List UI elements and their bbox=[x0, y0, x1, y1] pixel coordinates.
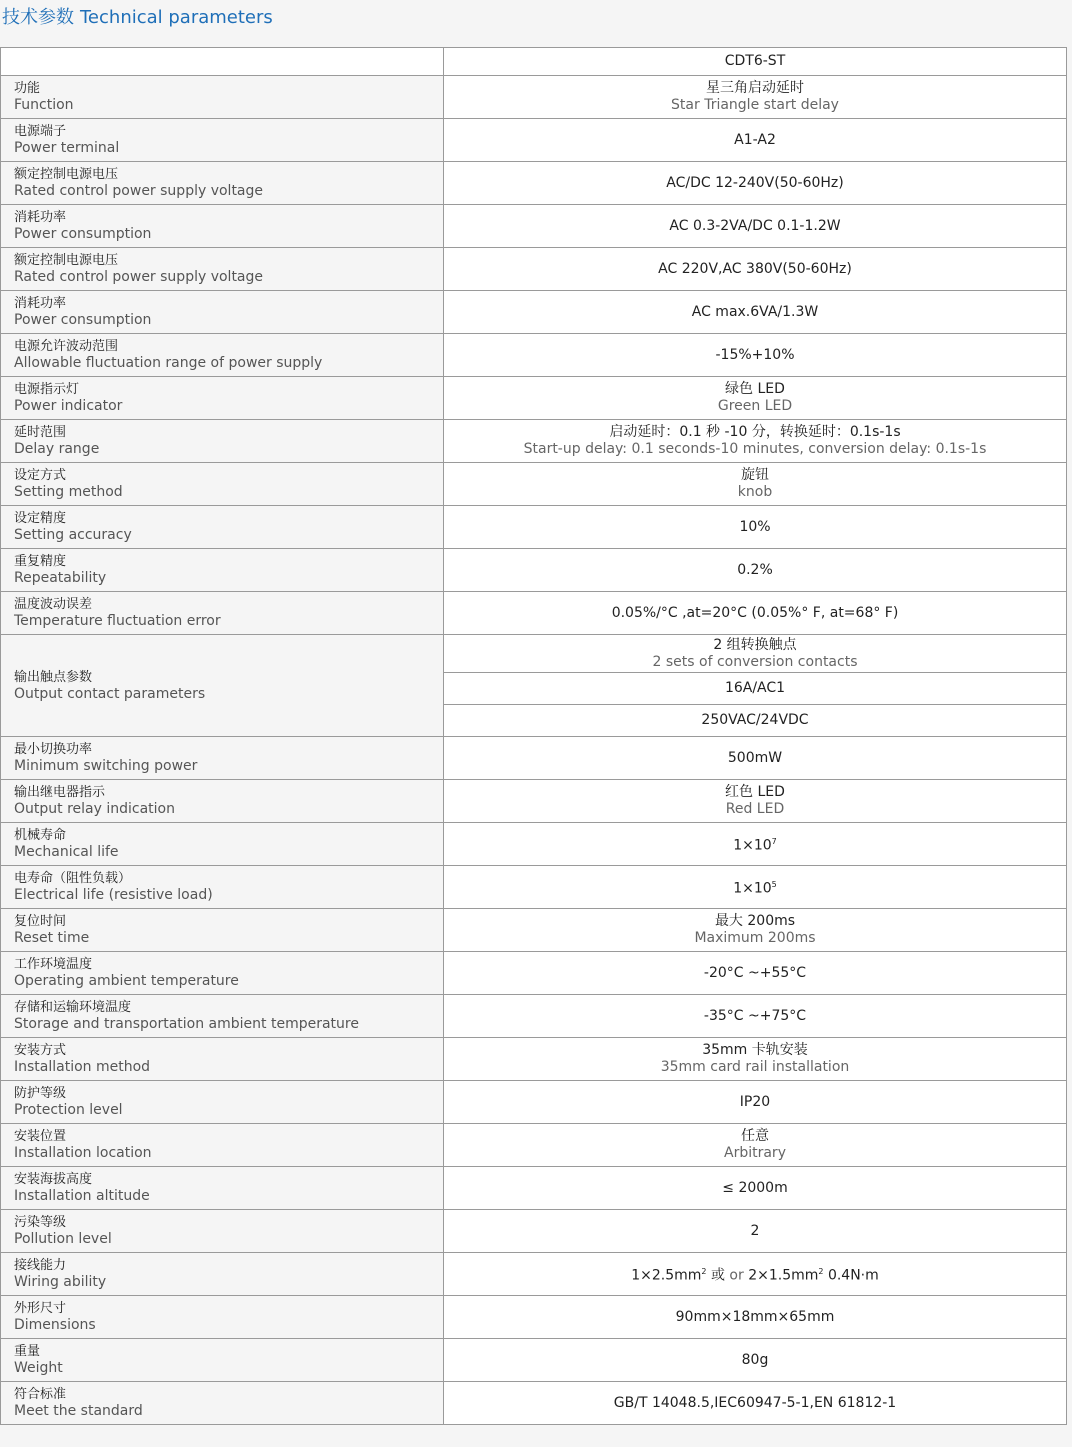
param-zh: 污染等级 bbox=[14, 1215, 67, 1230]
value-text: 90mm×18mm×65mm bbox=[675, 1308, 835, 1325]
param-value bbox=[444, 549, 1067, 592]
param-en: Installation altitude bbox=[14, 1188, 150, 1204]
value-text: 任意 bbox=[741, 1128, 769, 1144]
wiring-torque: 0.4N·m bbox=[827, 1267, 879, 1284]
value-text: ≤ 2000m bbox=[722, 1179, 788, 1196]
param-label bbox=[1, 780, 444, 823]
table-header-row bbox=[1, 48, 1067, 76]
param-en: Electrical life (resistive load) bbox=[14, 887, 213, 903]
value-text: 0.05%/°C ,at=20°C (0.05%° F, at=68° F) bbox=[611, 604, 899, 621]
value-en-text: Green LED bbox=[717, 398, 793, 414]
param-zh: 接线能力 bbox=[14, 1258, 67, 1273]
param-en: Dimensions bbox=[14, 1317, 96, 1333]
param-en: Storage and transportation ambient temperature bbox=[14, 1016, 359, 1032]
param-label bbox=[1, 506, 444, 549]
param-value bbox=[444, 737, 1067, 780]
value-en-text: Red LED bbox=[725, 801, 785, 817]
param-value bbox=[444, 162, 1067, 205]
value-exponent: 7 bbox=[771, 837, 777, 847]
value-en-text: Arbitrary bbox=[724, 1145, 786, 1161]
param-en: Weight bbox=[14, 1360, 63, 1376]
param-zh: 电源允许波动范围 bbox=[14, 339, 119, 354]
table-row bbox=[1, 248, 1067, 291]
wiring-a: 1×2.5mm bbox=[631, 1267, 702, 1284]
param-en: Rated control power supply voltage bbox=[14, 183, 264, 199]
param-label bbox=[1, 909, 444, 952]
table-row bbox=[1, 334, 1067, 377]
param-label bbox=[1, 866, 444, 909]
param-label bbox=[1, 420, 444, 463]
param-en: Allowable fluctuation range of power supply bbox=[14, 355, 323, 371]
table-row bbox=[1, 1038, 1067, 1081]
table-row bbox=[1, 506, 1067, 549]
param-label bbox=[1, 1081, 444, 1124]
wiring-a-exponent: 2 bbox=[701, 1267, 707, 1277]
param-value bbox=[444, 866, 1067, 909]
param-value bbox=[444, 995, 1067, 1038]
table-row bbox=[1, 592, 1067, 635]
param-value bbox=[444, 592, 1067, 635]
value-en-text: Star Triangle start delay bbox=[671, 97, 839, 113]
param-zh: 安装位置 bbox=[14, 1129, 67, 1144]
table-row bbox=[1, 635, 1067, 673]
table-row bbox=[1, 1339, 1067, 1382]
param-label bbox=[1, 995, 444, 1038]
table-row bbox=[1, 205, 1067, 248]
table-row bbox=[1, 866, 1067, 909]
value-text: AC/DC 12-240V(50-60Hz) bbox=[666, 174, 844, 191]
value-text: IP20 bbox=[739, 1093, 771, 1110]
param-value bbox=[444, 1081, 1067, 1124]
param-zh: 输出触点参数 bbox=[14, 669, 93, 685]
param-label bbox=[1, 549, 444, 592]
table-row bbox=[1, 1253, 1067, 1296]
wiring-or-zh: 或 bbox=[710, 1267, 725, 1284]
table-row bbox=[1, 1382, 1067, 1425]
value-text: GB/T 14048.5,IEC60947-5-1,EN 61812-1 bbox=[613, 1394, 897, 1411]
value-text: -20°C ~+55°C bbox=[703, 964, 807, 981]
value-text: A1-A2 bbox=[734, 131, 776, 148]
table-row bbox=[1, 119, 1067, 162]
value-base: 1×10 bbox=[733, 880, 772, 897]
value-text: 0.2% bbox=[737, 561, 773, 578]
param-label bbox=[1, 162, 444, 205]
table-row bbox=[1, 1081, 1067, 1124]
table-row bbox=[1, 952, 1067, 995]
param-en: Minimum switching power bbox=[14, 758, 198, 774]
param-zh: 重量 bbox=[14, 1344, 41, 1359]
model-name: CDT6-ST bbox=[724, 53, 786, 69]
value-text: AC 220V,AC 380V(50-60Hz) bbox=[658, 260, 852, 277]
param-zh: 电源端子 bbox=[14, 124, 67, 139]
param-zh: 额定控制电源电压 bbox=[14, 167, 119, 182]
value-text: AC 0.3-2VA/DC 0.1-1.2W bbox=[669, 217, 841, 234]
value-text: 最大 200ms bbox=[714, 913, 796, 929]
param-zh: 设定精度 bbox=[14, 511, 67, 526]
param-value bbox=[444, 420, 1067, 463]
param-zh: 工作环境温度 bbox=[14, 957, 93, 972]
value-text: -35°C ~+75°C bbox=[703, 1007, 807, 1024]
param-value bbox=[444, 377, 1067, 420]
param-label bbox=[1, 1296, 444, 1339]
value-text: 16A/AC1 bbox=[724, 680, 786, 696]
param-en: Installation method bbox=[14, 1059, 151, 1075]
value-base: 1×10 bbox=[733, 837, 772, 854]
param-en: Setting accuracy bbox=[14, 527, 132, 543]
param-en: Protection level bbox=[14, 1102, 123, 1118]
value-text bbox=[444, 876, 1066, 898]
param-label bbox=[1, 248, 444, 291]
value-text: 2 bbox=[750, 1222, 760, 1239]
param-value bbox=[444, 1296, 1067, 1339]
table-row bbox=[1, 549, 1067, 592]
param-en: Setting method bbox=[14, 484, 123, 500]
value-text bbox=[444, 833, 1066, 855]
param-zh: 最小切换功率 bbox=[14, 742, 93, 757]
table-row bbox=[1, 780, 1067, 823]
spec-table bbox=[0, 47, 1067, 1425]
param-zh: 防护等级 bbox=[14, 1086, 67, 1101]
param-zh: 安装海拔高度 bbox=[14, 1172, 93, 1187]
param-zh: 机械寿命 bbox=[14, 828, 67, 843]
param-label bbox=[1, 291, 444, 334]
param-zh: 设定方式 bbox=[14, 468, 67, 483]
param-label bbox=[1, 377, 444, 420]
param-zh: 消耗功率 bbox=[14, 210, 67, 225]
param-zh: 安装方式 bbox=[14, 1043, 67, 1058]
param-en: Operating ambient temperature bbox=[14, 973, 239, 989]
param-label bbox=[1, 635, 444, 737]
page-title bbox=[2, 3, 273, 29]
param-en: Pollution level bbox=[14, 1231, 112, 1247]
param-zh: 电源指示灯 bbox=[14, 382, 80, 397]
param-value bbox=[444, 635, 1067, 673]
table-row bbox=[1, 76, 1067, 119]
param-value bbox=[444, 1167, 1067, 1210]
value-text: 250VAC/24VDC bbox=[701, 712, 809, 728]
value-en-text: Maximum 200ms bbox=[694, 930, 816, 946]
param-en: Mechanical life bbox=[14, 844, 119, 860]
value-text: 2 组转换触点 bbox=[713, 636, 797, 653]
param-value bbox=[444, 705, 1067, 737]
param-value bbox=[444, 952, 1067, 995]
param-value bbox=[444, 1339, 1067, 1382]
table-row bbox=[1, 823, 1067, 866]
value-text: 绿色 LED bbox=[725, 381, 785, 397]
param-value bbox=[444, 506, 1067, 549]
param-label bbox=[1, 592, 444, 635]
param-zh: 功能 bbox=[14, 81, 41, 96]
table-row bbox=[1, 737, 1067, 780]
value-en-text: Start-up delay: 0.1 seconds-10 minutes, conversion delay: 0.1s-1s bbox=[523, 441, 987, 457]
param-en: Power terminal bbox=[14, 140, 120, 156]
param-label bbox=[1, 823, 444, 866]
param-en: Output contact parameters bbox=[14, 685, 206, 702]
value-text: 80g bbox=[741, 1351, 769, 1368]
value-text: -15%+10% bbox=[715, 346, 795, 363]
param-en: Power consumption bbox=[14, 226, 152, 242]
title-en: Technical parameters bbox=[80, 7, 273, 28]
param-label bbox=[1, 737, 444, 780]
value-text: AC max.6VA/1.3W bbox=[691, 303, 819, 320]
value-text: 星三角启动延时 bbox=[706, 80, 804, 96]
param-en: Output relay indication bbox=[14, 801, 175, 817]
param-zh: 复位时间 bbox=[14, 914, 67, 929]
table-row bbox=[1, 1296, 1067, 1339]
value-en-text: 35mm card rail installation bbox=[660, 1059, 850, 1075]
param-label bbox=[1, 463, 444, 506]
param-en: Rated control power supply voltage bbox=[14, 269, 264, 285]
value-exponent: 5 bbox=[771, 880, 777, 890]
param-zh: 输出继电器指示 bbox=[14, 785, 106, 800]
header-blank-cell bbox=[1, 48, 444, 76]
param-value bbox=[444, 673, 1067, 705]
table-row bbox=[1, 1124, 1067, 1167]
param-label bbox=[1, 119, 444, 162]
param-value bbox=[444, 1253, 1067, 1296]
param-value bbox=[444, 291, 1067, 334]
value-en-text: 2 sets of conversion contacts bbox=[652, 653, 858, 670]
param-value bbox=[444, 1038, 1067, 1081]
table-row bbox=[1, 162, 1067, 205]
param-label bbox=[1, 1124, 444, 1167]
model-cell bbox=[444, 48, 1067, 76]
param-label bbox=[1, 205, 444, 248]
value-text: 35mm 卡轨安装 bbox=[702, 1042, 808, 1058]
param-zh: 电寿命（阻性负载） bbox=[14, 871, 132, 886]
param-zh: 重复精度 bbox=[14, 554, 67, 569]
param-zh: 消耗功率 bbox=[14, 296, 67, 311]
title-zh: 技术参数 bbox=[2, 7, 74, 28]
param-en: Reset time bbox=[14, 930, 90, 946]
table-row bbox=[1, 909, 1067, 952]
param-label bbox=[1, 76, 444, 119]
param-label bbox=[1, 1210, 444, 1253]
wiring-b: 2×1.5mm bbox=[748, 1267, 819, 1284]
param-en: Wiring ability bbox=[14, 1274, 107, 1290]
value-text bbox=[444, 1263, 1066, 1285]
param-en: Function bbox=[14, 97, 74, 113]
table-row bbox=[1, 1210, 1067, 1253]
param-en: Power indicator bbox=[14, 398, 123, 414]
param-en: Meet the standard bbox=[14, 1403, 143, 1419]
wiring-b-exponent: 2 bbox=[818, 1267, 824, 1277]
param-value bbox=[444, 823, 1067, 866]
value-text: 旋钮 bbox=[741, 467, 769, 483]
param-label bbox=[1, 952, 444, 995]
table-row bbox=[1, 463, 1067, 506]
param-zh: 延时范围 bbox=[14, 425, 67, 440]
param-zh: 存储和运输环境温度 bbox=[14, 1000, 132, 1015]
param-label bbox=[1, 1038, 444, 1081]
param-value bbox=[444, 119, 1067, 162]
param-value bbox=[444, 1210, 1067, 1253]
value-text: 启动延时：0.1 秒 -10 分，转换延时：0.1s-1s bbox=[609, 424, 901, 440]
wiring-or: or bbox=[729, 1267, 744, 1284]
param-value bbox=[444, 205, 1067, 248]
value-text: 10% bbox=[739, 518, 771, 535]
param-en: Delay range bbox=[14, 441, 100, 457]
param-value bbox=[444, 909, 1067, 952]
param-en: Power consumption bbox=[14, 312, 152, 328]
param-value bbox=[444, 76, 1067, 119]
param-value bbox=[444, 1124, 1067, 1167]
value-text: 500mW bbox=[727, 749, 783, 766]
param-value bbox=[444, 1382, 1067, 1425]
table-row bbox=[1, 995, 1067, 1038]
table-row bbox=[1, 377, 1067, 420]
param-label bbox=[1, 1339, 444, 1382]
param-zh: 符合标准 bbox=[14, 1387, 67, 1402]
param-value bbox=[444, 780, 1067, 823]
param-en: Repeatability bbox=[14, 570, 107, 586]
param-label bbox=[1, 334, 444, 377]
value-text: 红色 LED bbox=[725, 784, 785, 800]
table-row bbox=[1, 291, 1067, 334]
param-label bbox=[1, 1382, 444, 1425]
param-value bbox=[444, 334, 1067, 377]
param-en: Installation location bbox=[14, 1145, 152, 1161]
param-zh: 外形尺寸 bbox=[14, 1301, 67, 1316]
param-zh: 额定控制电源电压 bbox=[14, 253, 119, 268]
param-label bbox=[1, 1167, 444, 1210]
param-value bbox=[444, 248, 1067, 291]
param-label bbox=[1, 1253, 444, 1296]
param-value bbox=[444, 463, 1067, 506]
value-en-text: knob bbox=[737, 484, 773, 500]
table-row bbox=[1, 1167, 1067, 1210]
param-en: Temperature fluctuation error bbox=[14, 613, 221, 629]
param-zh: 温度波动误差 bbox=[14, 597, 93, 612]
table-row bbox=[1, 420, 1067, 463]
